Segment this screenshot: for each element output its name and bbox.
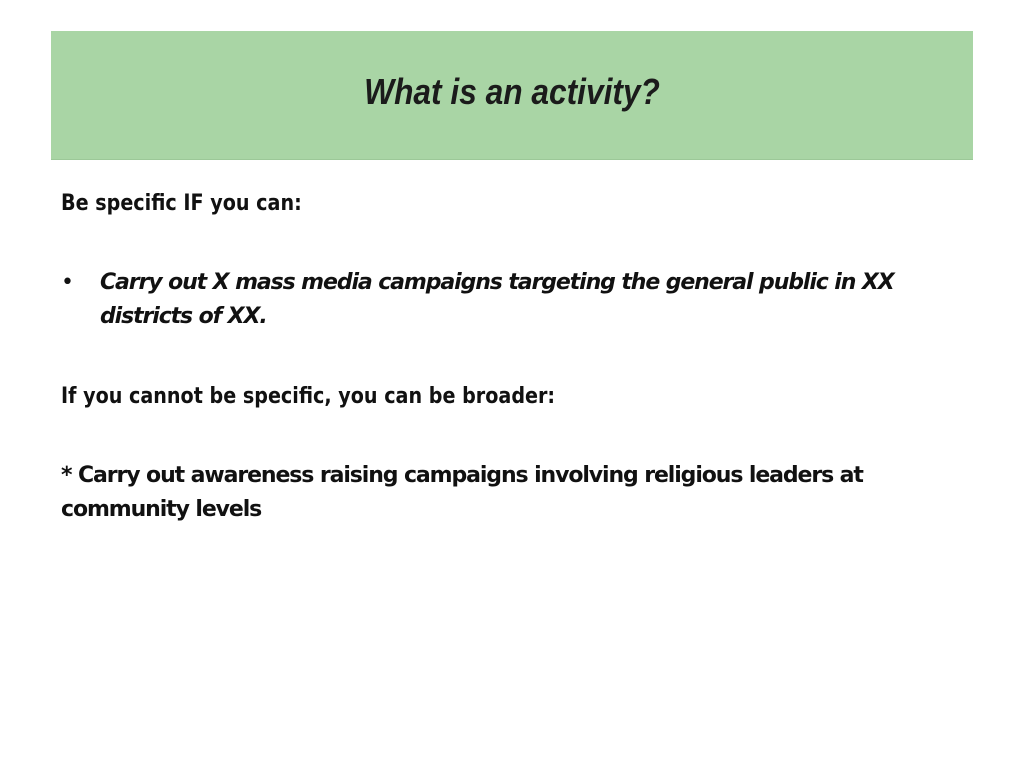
intro-text (61, 187, 338, 221)
intro-text-span: Be specific IF you can: (61, 191, 302, 216)
broader-intro-span: If you cannot be specific, you can be broader: (61, 384, 556, 409)
broader-intro-text (61, 380, 629, 414)
bullet-text (100, 266, 935, 334)
slide-title: What is an activity? (364, 71, 660, 112)
broader-example-span: * Carry out awareness raising campaigns involving religious leaders at community levels (61, 463, 863, 522)
title-bar (51, 31, 973, 160)
bullet-icon: • (61, 270, 74, 295)
bullet-text-span: Carry out X mass media campaigns targeting the general public in XX districts of XX. (100, 270, 894, 329)
broader-example-text (61, 459, 921, 527)
